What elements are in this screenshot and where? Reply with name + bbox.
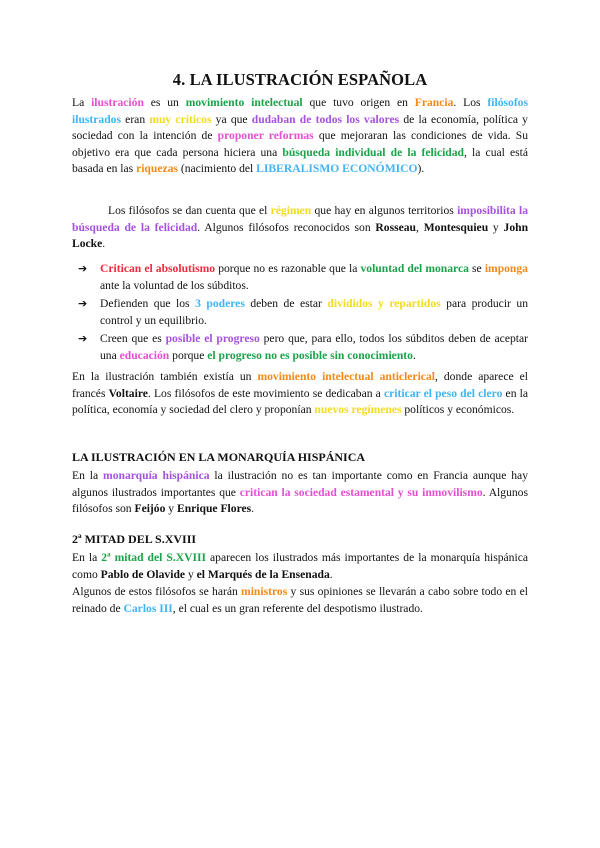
text-run: . Los filósofos de este movimiento se dedicaban a xyxy=(147,386,384,400)
arrow-icon: ➔ xyxy=(78,262,88,275)
name-enrique-flores: Enrique Flores xyxy=(176,502,252,516)
list-item xyxy=(78,331,528,364)
text-run: que tuvo origen en xyxy=(302,96,415,109)
highlight-francia: Francia xyxy=(414,96,454,109)
name-feijoo: Feijóo xyxy=(134,502,166,516)
text-run: y sus opiniones se llevarán a cabo sobre todo en el reinado de xyxy=(72,585,528,615)
highlight-monarquia-hispanica: monarquía hispánica xyxy=(103,469,210,482)
list-item-text xyxy=(100,296,528,329)
highlight-movimiento-intelectual: movimiento intelectual xyxy=(185,96,303,109)
list-item xyxy=(78,296,528,329)
text-run: aparecen los ilustrados más importantes de la monarquía hispánica como xyxy=(72,551,528,581)
highlight-3-poderes: 3 poderes xyxy=(195,297,245,311)
text-run: ya que xyxy=(211,112,252,126)
text-run: políticos y económicos. xyxy=(401,403,515,417)
paragraph-ministros xyxy=(72,584,528,617)
section-heading-monarquia: LA ILUSTRACIÓN EN LA MONARQUÍA HISPÁNICA xyxy=(72,450,366,464)
section-heading-mitad: 2ª MITAD DEL S.XVIII xyxy=(72,532,197,546)
highlight-posible-progreso: posible el progreso xyxy=(165,332,260,346)
highlight-ilustracion: ilustración xyxy=(91,96,144,109)
text-run: ). xyxy=(417,162,425,176)
bullet-list xyxy=(78,261,528,367)
text-run: eran xyxy=(120,112,150,126)
text-run: . Algunos filósofos reconocidos son xyxy=(197,220,376,234)
name-voltaire: Voltaire xyxy=(108,386,148,400)
text-run: , la cual está basada en las xyxy=(72,145,529,176)
text-run: , donde aparece el francés xyxy=(72,370,528,400)
name-rosseau: Rosseau xyxy=(375,220,417,234)
text-run: Creen que es xyxy=(100,332,166,346)
text-run: Algunos de estos filósofos se harán xyxy=(72,585,242,598)
text-run: deben de estar xyxy=(244,297,328,311)
name-montesquieu: Montesquieu xyxy=(423,220,489,234)
text-run: Los filósofos se dan cuenta que el xyxy=(108,204,271,217)
arrow-icon: ➔ xyxy=(78,297,88,311)
highlight-busqueda-felicidad: búsqueda individual de la felicidad xyxy=(282,145,465,159)
text-run: , el cual es un gran referente del despotismo ilustrado. xyxy=(172,601,423,615)
text-run: Defienden que los xyxy=(100,297,196,311)
text-run: (nacimiento del xyxy=(177,162,257,176)
highlight-imponga: imponga xyxy=(484,262,528,275)
text-run: para producir un control y un equilibrio. xyxy=(100,297,529,327)
text-run: que hay en algunos territorios xyxy=(311,204,458,217)
text-run: porque no es razonable que la xyxy=(215,262,361,275)
highlight-ministros: ministros xyxy=(241,585,288,598)
text-run: la ilustración no es tan importante como en Francia aunque hay algunos ilustrados importantes que xyxy=(72,469,528,499)
text-run: . xyxy=(412,348,416,362)
highlight-2a-mitad: 2ª mitad del S.XVIII xyxy=(101,551,207,564)
text-run: y xyxy=(185,567,197,581)
text-run: se xyxy=(468,262,485,275)
text-run: de la economía, política y sociedad con la intención de xyxy=(72,112,528,143)
highlight-nuevos-regimenes: nuevos regímenes xyxy=(314,403,402,417)
text-run: y xyxy=(165,502,177,516)
paragraph-mitad xyxy=(72,550,528,583)
text-run: y xyxy=(488,220,504,234)
text-run: pero que, para ello, todos los súbditos deben de aceptar una xyxy=(100,332,529,362)
text-run: . xyxy=(251,502,255,516)
highlight-progreso-conocimiento: el progreso no es posible sin conocimiento xyxy=(207,348,413,362)
text-run: . Algunos filósofos son xyxy=(72,485,528,516)
highlight-dudaban: dudaban de todos los valores xyxy=(251,112,400,126)
text-run: , xyxy=(416,220,424,234)
list-item xyxy=(78,261,528,294)
highlight-peso-clero: criticar el peso del clero xyxy=(383,386,503,400)
text-run: En la ilustración también existía un xyxy=(72,370,258,383)
text-run: . Los xyxy=(453,96,488,109)
highlight-riquezas: riquezas xyxy=(136,162,178,176)
highlight-regimen: régimen xyxy=(270,204,312,217)
list-item-text xyxy=(100,331,528,364)
highlight-imposibilita: imposibilita la búsqueda de la felicidad xyxy=(72,204,528,234)
highlight-filosofos-ilustrados: filósofos ilustrados xyxy=(72,96,528,126)
text-run: que mejoraran las condiciones de vida. Su objetivo era que cada persona hiciera una xyxy=(72,129,528,159)
highlight-carlos-iii: Carlos III xyxy=(123,601,173,615)
paragraph-anticlerical xyxy=(72,369,528,419)
text-run: En la xyxy=(72,551,102,564)
highlight-sociedad-estamental: critican la sociedad estamental y su inmovilismo xyxy=(239,485,483,499)
text-run: porque xyxy=(169,348,208,362)
page-title: 4. LA ILUSTRACIÓN ESPAÑOLA xyxy=(172,70,428,89)
name-pablo-de-olavide: Pablo de Olavide xyxy=(100,567,186,581)
highlight-divididos: divididos y repartidos xyxy=(327,297,441,311)
highlight-liberalismo: LIBERALISMO ECONÓMICO xyxy=(256,162,418,176)
highlight-educacion: educación xyxy=(119,348,170,362)
highlight-voluntad-monarca: voluntad del monarca xyxy=(360,262,469,275)
highlight-anticlerical: movimiento intelectual anticlerical xyxy=(257,370,435,383)
text-run: es un xyxy=(143,96,186,109)
text-run: En la xyxy=(72,469,104,482)
text-run: La xyxy=(72,96,92,109)
list-item-text xyxy=(100,261,528,294)
name-john-locke: John Locke xyxy=(72,220,529,251)
paragraph-filosofos xyxy=(72,203,528,253)
highlight-proponer-reformas: proponer reformas xyxy=(217,129,314,143)
text-run: . xyxy=(329,567,333,581)
text-run: ante la voluntad de los súbditos. xyxy=(100,278,249,292)
highlight-muy-criticos: muy críticos xyxy=(149,112,212,126)
name-marques-ensenada: el Marqués de la Ensenada xyxy=(196,567,330,581)
highlight-critican-absolutismo: Critican el absolutismo xyxy=(100,262,216,275)
arrow-icon: ➔ xyxy=(78,332,88,346)
paragraph-intro xyxy=(72,95,528,178)
text-run: en la política, economía y sociedad del clero y proponían xyxy=(72,386,529,417)
paragraph-monarquia xyxy=(72,468,528,518)
text-run: . xyxy=(102,237,106,251)
